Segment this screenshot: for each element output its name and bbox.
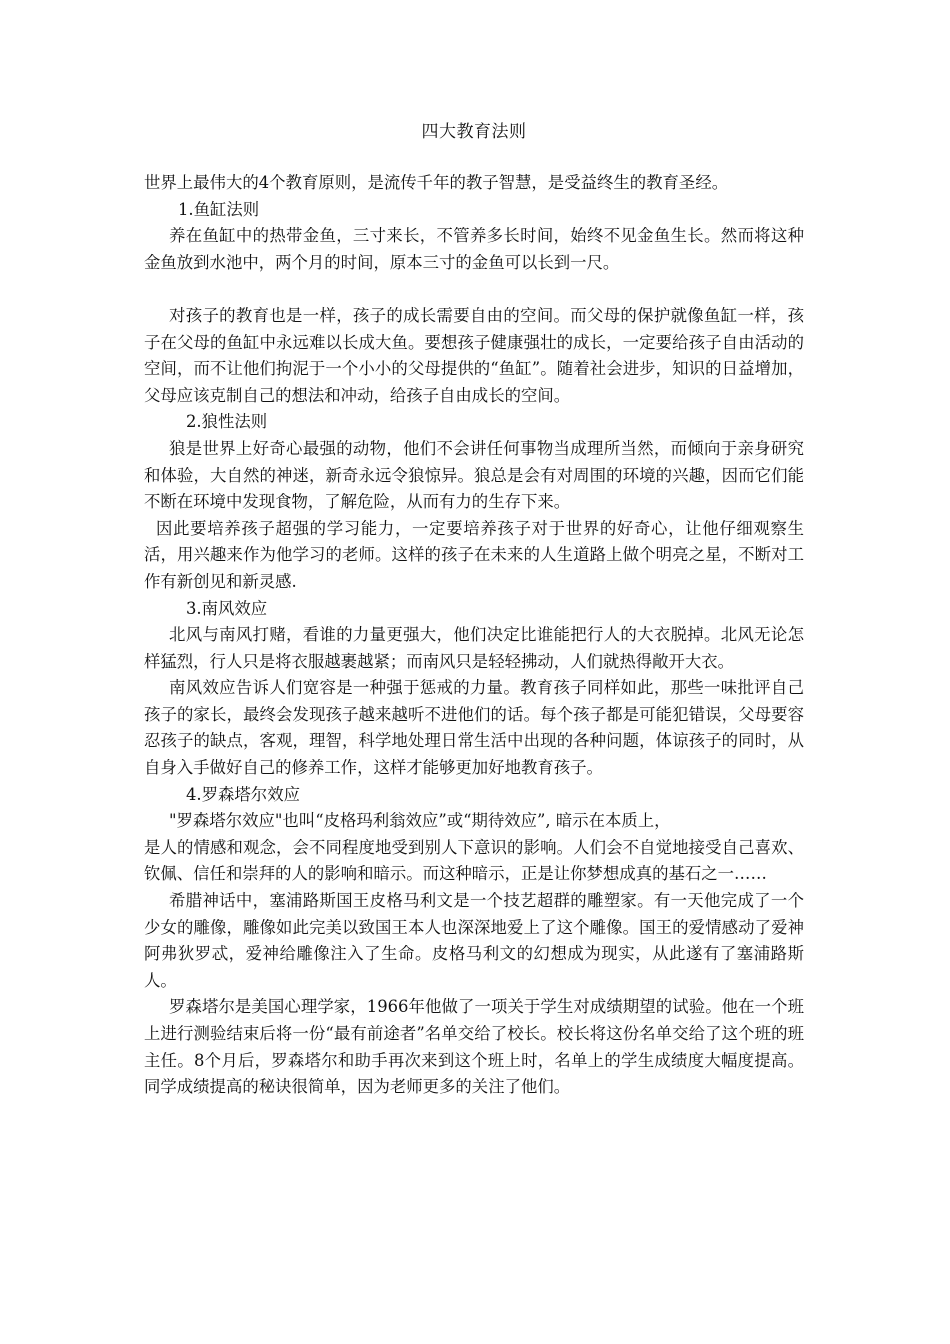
- section-heading-fish-tank: 1.鱼缸法则: [178, 199, 260, 219]
- section-2-paragraph-2: 因此要培养孩子超强的学习能力，一定要培养孩子对于世界的好奇心，让他仔细观察生活，用兴趣来作为他学习的老师。这样的孩子在未来的人生道路上做个明亮之星，不断对工作有新创见和新灵感.: [144, 518, 804, 591]
- section-3-paragraph-2: 南风效应告诉人们宽容是一种强于惩戒的力量。教育孩子同样如此，那些一味批评自己孩子的家长，最终会发现孩子越来越听不进他们的话。每个孩子都是可能犯错误，父母要容忍孩子的缺点，客观，理智，科学地处理日常生活中出现的各种问题，体谅孩子的同时，从自身入手做好自己的修养工作，这样才能够更加好地教育孩子。: [144, 678, 804, 778]
- section-heading-wolf: 2.狼性法则: [186, 412, 268, 432]
- section-4-paragraph-1: "罗森塔尔效应"也叫“皮格玛利翁效应”或“期待效应”, 暗示在本质上，: [169, 811, 671, 831]
- document-page: [144, 120, 804, 1101]
- section-heading-south-wind: 3.南风效应: [186, 598, 268, 618]
- intro-paragraph: 世界上最伟大的4个教育原则，是流传千年的教子智慧，是受益终生的教育圣经。: [144, 173, 729, 192]
- section-1-paragraph-1: 养在鱼缸中的热带金鱼，三寸来长，不管养多长时间，始终不见金鱼生长。然而将这种金鱼放到水池中，两个月的时间，原本三寸的金鱼可以长到一尺。: [144, 226, 804, 272]
- section-4-paragraph-4: 罗森塔尔是美国心理学家，1966年他做了一项关于学生对成绩期望的试验。他在一个班上进行测验结束后将一份“最有前途者”名单交给了校长。校长将这份名单交给了这个班的班主任。8个月后，罗森塔尔和助手再次来到这个班上时，名单上的学生成绩度大幅度提高。同学成绩提高的秘诀很简单，因为老师更多的关注了他们。: [144, 997, 804, 1097]
- blank-line: [144, 276, 804, 303]
- section-4-paragraph-3: 希腊神话中，塞浦路斯国王皮格马利文是一个技艺超群的雕塑家。有一天他完成了一个少女的雕像，雕像如此完美以致国王本人也深深地爱上了这个雕像。国王的爱情感动了爱神阿弗狄罗忒，爱神给雕像注入了生命。皮格马利文的幻想成为现实，从此遂有了塞浦路斯人。: [144, 891, 804, 990]
- section-4-paragraph-2: 是人的情感和观念，会不同程度地受到别人下意识的影响。人们会不自觉地接受自己喜欢、钦佩、信任和崇拜的人的影响和暗示。而这种暗示，正是让你梦想成真的基石之一……: [144, 837, 804, 884]
- section-2-paragraph-1: 狼是世界上好奇心最强的动物，他们不会讲任何事物当成理所当然，而倾向于亲身研究和体验，大自然的神迷，新奇永远令狼惊异。狼总是会有对周围的环境的兴趣，因而它们能不断在环境中发现食物，了解危险，从而有力的生存下来。: [144, 438, 804, 512]
- section-1-paragraph-2: 对孩子的教育也是一样，孩子的成长需要自由的空间。而父母的保护就像鱼缸一样，孩子在父母的鱼缸中永远难以长成大鱼。要想孩子健康强壮的成长，一定要给孩子自由活动的空间，而不让他们拘泥于一个小小的父母提供的“鱼缸”。随着社会进步，知识的日益增加，父母应该克制自己的想法和冲动，给孩子自由成长的空间。: [144, 305, 804, 405]
- document-title: 四大教育法则: [421, 122, 527, 142]
- section-3-paragraph-1: 北风与南风打赌，看谁的力量更强大，他们决定比谁能把行人的大衣脱掉。北风无论怎样猛烈，行人只是将衣服越裹越紧；而南风只是轻轻拂动，人们就热得敞开大衣。: [144, 625, 804, 671]
- section-heading-rosenthal: 4.罗森塔尔效应: [186, 784, 300, 804]
